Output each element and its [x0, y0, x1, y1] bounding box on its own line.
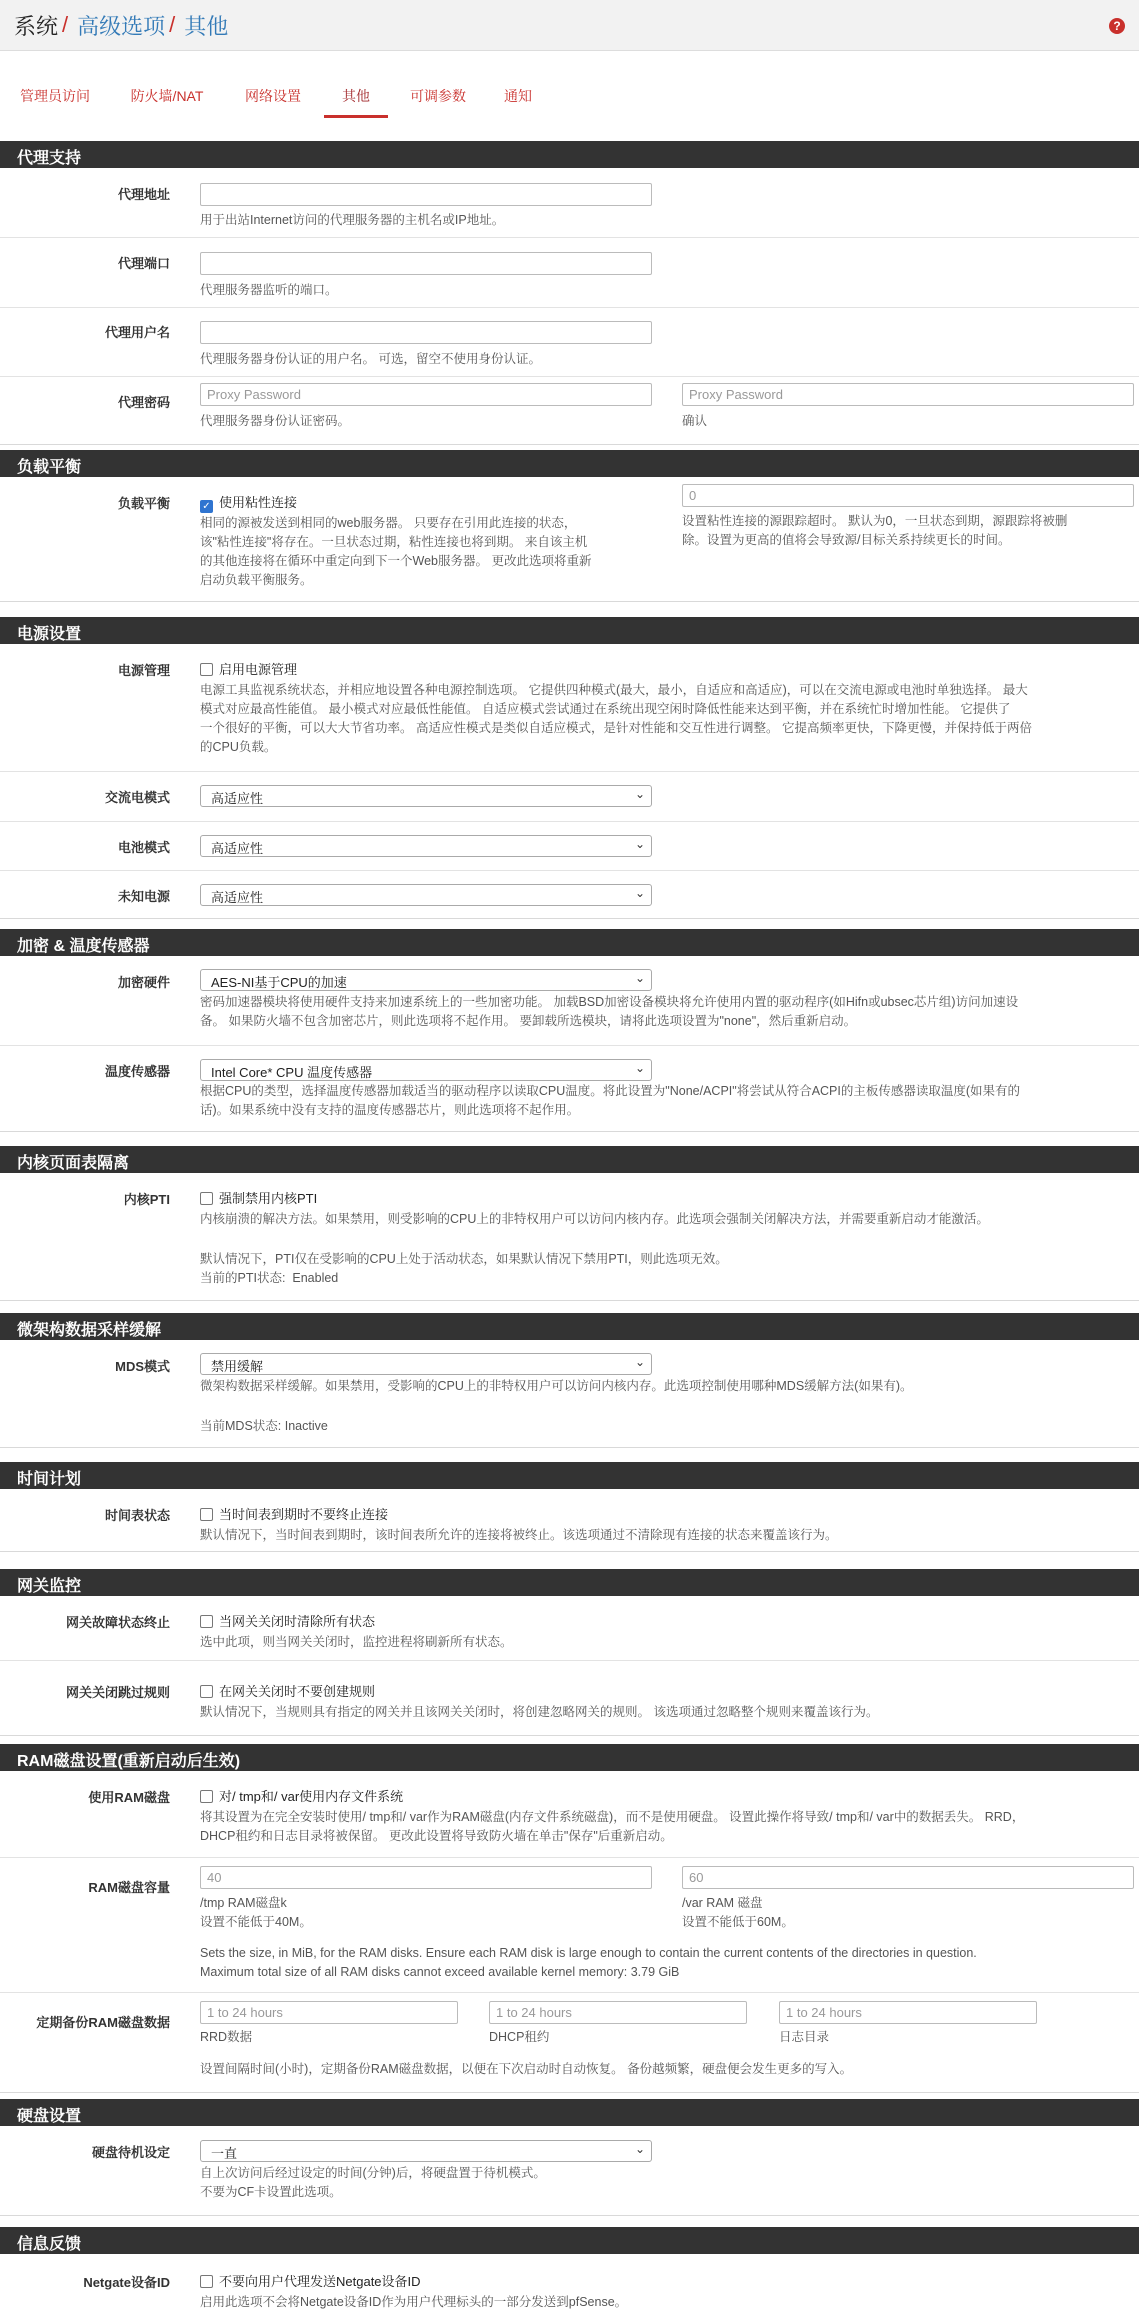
- page-header: [0, 0, 1139, 51]
- select-value: 高适应性: [211, 841, 264, 856]
- schedule-checkbox[interactable]: [200, 1508, 213, 1521]
- chevron-down-icon: ⌄: [634, 1355, 645, 1369]
- section-schedules: [0, 1462, 1139, 1552]
- select-value: 高适应性: [211, 890, 264, 905]
- tmp-size-input[interactable]: 40: [200, 1866, 652, 1889]
- mds-mode-select[interactable]: [200, 1353, 652, 1375]
- pti-checkbox[interactable]: [200, 1192, 213, 1205]
- field-label: 硬盘待机设定: [91, 2145, 170, 2160]
- battery-mode-select[interactable]: [200, 835, 652, 857]
- chevron-down-icon: ⌄: [634, 1061, 645, 1075]
- breadcrumb: [14, 10, 228, 41]
- gateway-skip-checkbox[interactable]: [200, 1685, 213, 1698]
- field-label: 使用RAM磁盘: [88, 1790, 170, 1805]
- field-label: 电源管理: [117, 663, 170, 678]
- chevron-down-icon: ⌄: [634, 886, 645, 900]
- checkbox-label: 在网关关闭时不要创建规则: [219, 1684, 376, 1699]
- thermal-sensor-select[interactable]: [200, 1059, 652, 1081]
- state-label: 当前的PTI状态:: [200, 1271, 286, 1285]
- help-text: 微架构数据采样缓解。如果禁用，受影响的CPU上的非特权用户可以访问内核内存。此选项控制使用哪种MDS缓解方法(如果有)。: [200, 1379, 913, 1393]
- help-line: 设置粘性连接的源跟踪超时。 默认为0，一旦状态到期，源跟踪将被删: [682, 514, 1068, 528]
- disk-standby-select[interactable]: [200, 2140, 652, 2162]
- section-title: 加密 & 温度传感器: [0, 929, 1139, 956]
- breadcrumb-advanced[interactable]: 高级选项: [77, 13, 166, 39]
- sticky-timeout-input[interactable]: 0: [682, 484, 1134, 507]
- breadcrumb-misc[interactable]: 其他: [184, 13, 229, 39]
- select-value: AES-NI基于CPU的加速: [211, 975, 347, 990]
- chevron-down-icon: ⌄: [634, 971, 645, 985]
- help-text: [200, 514, 591, 590]
- gateway-kill-checkbox[interactable]: [200, 1615, 213, 1628]
- divider: [0, 1992, 1139, 1993]
- divider: [0, 376, 1139, 377]
- breadcrumb-separator: /: [62, 12, 69, 37]
- field-label: Netgate设备ID: [83, 2275, 170, 2290]
- divider: [0, 870, 1139, 871]
- section-harddisk: [0, 2099, 1139, 2216]
- field-label: 温度传感器: [104, 1064, 170, 1079]
- help-text: 代理服务器身份认证的用户名。 可选，留空不使用身份认证。: [200, 352, 541, 366]
- var-size-input[interactable]: 60: [682, 1866, 1134, 1889]
- section-title: 时间计划: [0, 1462, 1139, 1489]
- gateway-skip-checkbox-line[interactable]: [200, 1681, 375, 1700]
- field-label: 负载平衡: [117, 496, 170, 511]
- proxy-password-confirm-input[interactable]: Proxy Password: [682, 383, 1134, 406]
- help-text: 自上次访问后经过设定的时间(分钟)后，将硬盘置于待机模式。: [200, 2166, 546, 2180]
- section-title: 负载平衡: [0, 450, 1139, 477]
- help-line: 该"粘性连接"将存在。一旦状态过期，粘性连接也将到期。 来自该主机: [200, 535, 588, 549]
- tab-bar: [0, 72, 1139, 118]
- help-text: 设置不能低于40M。: [200, 1915, 312, 1929]
- help-text: 确认: [682, 414, 708, 428]
- section-mds: [0, 1313, 1139, 1448]
- caption: /tmp RAM磁盘k: [200, 1896, 287, 1910]
- tab-networking[interactable]: 网络设置: [245, 88, 301, 104]
- divider: [0, 307, 1139, 308]
- help-text: 选中此项，则当网关关闭时，监控进程将刷新所有状态。: [200, 1635, 513, 1649]
- help-line: 将其设置为在完全安装时使用/ tmp和/ var作为RAM磁盘(内存文件系统磁盘)，而不是使用硬盘。 设置此操作将导致/ tmp和/ var中的数据丢失。 RRD，: [200, 1810, 1025, 1824]
- help-icon[interactable]: ?: [1109, 18, 1125, 34]
- checkbox-label: 强制禁用内核PTI: [219, 1191, 318, 1206]
- divider: [0, 1660, 1139, 1661]
- section-feedback: [0, 2227, 1139, 2322]
- powerd-checkbox[interactable]: [200, 663, 213, 676]
- crypto-hardware-select[interactable]: [200, 969, 652, 991]
- field-label: 代理密码: [117, 395, 170, 410]
- section-title: RAM磁盘设置(重新启动后生效): [0, 1744, 1139, 1771]
- proxy-url-input[interactable]: [200, 183, 652, 206]
- powerd-checkbox-line[interactable]: [200, 659, 297, 678]
- help-line: 启动负载平衡服务。: [200, 573, 313, 587]
- pti-checkbox-line[interactable]: [200, 1188, 317, 1207]
- field-label: 时间表状态: [104, 1508, 170, 1523]
- help-text: [200, 1808, 1135, 1846]
- state-label: 当前MDS状态:: [200, 1419, 282, 1433]
- select-value: Intel Core* CPU 温度传感器: [211, 1065, 373, 1080]
- checkbox-label: 对/ tmp和/ var使用内存文件系统: [219, 1789, 404, 1804]
- help-text: [682, 512, 1067, 550]
- help-line: 备。 如果防火墙不包含加密芯片，则此选项将不起作用。 要卸载所选模块，请将此选项设置为"none"，然后重新启动。: [200, 1014, 857, 1028]
- field-label: 电池模式: [117, 840, 170, 855]
- field-label: 未知电源: [117, 889, 170, 904]
- section-load-balancing: [0, 450, 1139, 602]
- sticky-checkbox-line[interactable]: [200, 492, 297, 513]
- field-label: 代理端口: [117, 256, 170, 271]
- help-line: DHCP租约和日志目录将被保留。 更改此设置将导致防火墙在单击"保存"后重新启动。: [200, 1829, 673, 1843]
- divider: [0, 237, 1139, 238]
- field-label: 代理用户名: [104, 325, 170, 340]
- section-power: [0, 617, 1139, 919]
- divider: [0, 771, 1139, 772]
- field-label: 加密硬件: [117, 975, 170, 990]
- proxy-password-input[interactable]: Proxy Password: [200, 383, 652, 406]
- help-text: 默认情况下，当时间表到期时，该时间表所允许的连接将被终止。该选项通过不清除现有连接的状态来覆盖该行为。: [200, 1528, 838, 1542]
- chevron-down-icon: ⌄: [634, 787, 645, 801]
- help-text: 设置间隔时间(小时)，定期备份RAM磁盘数据，以便在下次启动时自动恢复。 备份越频繁，硬盘便会发生更多的写入。: [200, 2062, 853, 2076]
- help-text: 用于出站Internet访问的代理服务器的主机名或IP地址。: [200, 213, 505, 227]
- unknown-mode-select[interactable]: [200, 884, 652, 906]
- caption: 日志目录: [779, 2030, 830, 2044]
- section-gateway: [0, 1569, 1139, 1736]
- tab-firewall-nat[interactable]: 防火墙/NAT: [130, 88, 204, 104]
- tab-notifications[interactable]: 通知: [504, 88, 532, 104]
- help-line: Sets the size, in MiB, for the RAM disks. Ensure each RAM disk is large enough to contain the current contents of the directories in question.: [200, 1946, 977, 1960]
- select-value: 一直: [211, 2146, 238, 2161]
- pti-state: [200, 1269, 338, 1288]
- section-title: 微架构数据采样缓解: [0, 1313, 1139, 1340]
- checkbox-label: 启用电源管理: [219, 662, 298, 677]
- help-text: [200, 681, 1135, 757]
- help-text: 不要为CF卡设置此选项。: [200, 2185, 342, 2199]
- help-line: 一个很好的平衡，可以大大节省功率。 高适应性模式是类似自适应模式，是针对性能和交互性进行调整。 它提高频率更快，下降更慢，并保持低于两倍: [200, 721, 1032, 735]
- section-ramdisk: [0, 1744, 1139, 2093]
- divider: [0, 821, 1139, 822]
- checkbox-label: 当网关关闭时清除所有状态: [219, 1614, 376, 1629]
- help-text: [200, 1082, 1135, 1120]
- help-text: 内核崩溃的解决方法。如果禁用，则受影响的CPU上的非特权用户可以访问内核内存。此选项会强制关闭解决方法，并需要重新启动才能激活。: [200, 1212, 989, 1226]
- help-line: 除。设置为更高的值将会导致源/目标关系持续更长的时间。: [682, 533, 1011, 547]
- field-label: 交流电模式: [104, 790, 170, 805]
- tab-admin-access[interactable]: 管理员访问: [20, 88, 90, 104]
- help-text: 默认情况下，PTI仅在受影响的CPU上处于活动状态，如果默认情况下禁用PTI，则此选项无效。: [200, 1252, 728, 1266]
- state-value: Enabled: [292, 1271, 339, 1285]
- select-value: 禁用缓解: [211, 1359, 264, 1374]
- section-title: 代理支持: [0, 141, 1139, 168]
- field-label: RAM磁盘容量: [88, 1880, 170, 1895]
- schedule-checkbox-line[interactable]: [200, 1504, 388, 1523]
- section-title: 内核页面表隔离: [0, 1146, 1139, 1173]
- logs-backup-input[interactable]: 1 to 24 hours: [779, 2001, 1037, 2024]
- section-title: 硬盘设置: [0, 2099, 1139, 2126]
- field-label: 内核PTI: [123, 1192, 170, 1207]
- help-text: 代理服务器监听的端口。: [200, 283, 338, 297]
- chevron-down-icon: ⌄: [634, 837, 645, 851]
- field-label: 代理地址: [117, 187, 170, 202]
- dhcp-backup-input[interactable]: 1 to 24 hours: [489, 2001, 747, 2024]
- checkbox-label: 使用粘性连接: [219, 495, 298, 510]
- proxy-user-input[interactable]: [200, 321, 652, 344]
- help-text: 默认情况下，当规则具有指定的网关并且该网关关闭时，将创建忽略网关的规则。 该选项通过忽略整个规则来覆盖该行为。: [200, 1705, 879, 1719]
- checkbox-label: 不要向用户代理发送Netgate设备ID: [219, 2274, 421, 2289]
- sticky-checkbox[interactable]: ✓: [200, 500, 213, 513]
- proxy-port-input[interactable]: [200, 252, 652, 275]
- help-line: 根据CPU的类型，选择温度传感器加载适当的驱动程序以读取CPU温度。将此设置为"None/ACPI"将尝试从符合ACPI的主板传感器读取温度(如果有的: [200, 1084, 1021, 1098]
- field-label: 网关关闭跳过规则: [65, 1685, 170, 1700]
- caption: /var RAM 磁盘: [682, 1896, 763, 1910]
- ac-mode-select[interactable]: [200, 785, 652, 807]
- section-pti: [0, 1146, 1139, 1301]
- breadcrumb-root: 系统: [14, 13, 59, 39]
- divider: [0, 1857, 1139, 1858]
- help-text: 代理服务器身份认证密码。: [200, 414, 351, 428]
- gateway-kill-checkbox-line[interactable]: [200, 1611, 375, 1630]
- help-line: 密码加速器模块将使用硬件支持来加速系统上的一些加密功能。 加载BSD加密设备模块将允许使用内置的驱动程序(如Hifn或ubsec芯片组)访问加速设: [200, 995, 1019, 1009]
- help-line: 的CPU负载。: [200, 740, 277, 754]
- chevron-down-icon: ⌄: [634, 2142, 645, 2156]
- section-crypto-thermal: [0, 929, 1139, 1132]
- help-line: 话)。如果系统中没有支持的温度传感器芯片，则此选项将不起作用。: [200, 1103, 580, 1117]
- caption: RRD数据: [200, 2030, 253, 2044]
- section-title: 信息反馈: [0, 2227, 1139, 2254]
- field-label: 网关故障状态终止: [65, 1615, 170, 1630]
- tab-miscellaneous[interactable]: 其他: [324, 72, 388, 118]
- help-text: 设置不能低于60M。: [682, 1915, 794, 1929]
- help-line: 相同的源被发送到相同的web服务器。 只要存在引用此连接的状态，: [200, 516, 577, 530]
- help-text: [200, 993, 1135, 1031]
- help-text: 启用此选项不会将Netgate设备ID作为用户代理标头的一部分发送到pfSense。: [200, 2295, 628, 2309]
- help-line: Maximum total size of all RAM disks cannot exceed available kernel memory: 3.79 GiB: [200, 1965, 680, 1979]
- divider: [0, 1045, 1139, 1046]
- section-title: 网关监控: [0, 1569, 1139, 1596]
- section-title: 电源设置: [0, 617, 1139, 644]
- rrd-backup-input[interactable]: 1 to 24 hours: [200, 2001, 458, 2024]
- help-line: 模式对应最高性能值。 最小模式对应最低性能值。 自适应模式尝试通过在系统出现空闲时降低性能来达到平衡，并在系统忙时增加性能。 它提供了: [200, 702, 1011, 716]
- mds-state: [200, 1417, 328, 1436]
- breadcrumb-separator: /: [169, 12, 176, 37]
- tab-tunables[interactable]: 可调参数: [410, 88, 466, 104]
- checkbox-label: 当时间表到期时不要终止连接: [219, 1507, 389, 1522]
- ramdisk-checkbox-line[interactable]: [200, 1786, 403, 1805]
- feedback-checkbox-line[interactable]: [200, 2271, 421, 2290]
- help-text: [200, 1944, 1135, 1982]
- ramdisk-checkbox[interactable]: [200, 1790, 213, 1803]
- caption: DHCP租约: [489, 2030, 550, 2044]
- help-line: 电源工具监视系统状态，并相应地设置各种电源控制选项。 它提供四种模式(最大，最小，自适应和高适应)，可以在交流电源或电池时单独选择。 最大: [200, 683, 1028, 697]
- select-value: 高适应性: [211, 791, 264, 806]
- state-value: Inactive: [284, 1419, 328, 1433]
- feedback-checkbox[interactable]: [200, 2275, 213, 2288]
- field-label: MDS模式: [115, 1359, 170, 1374]
- help-line: 的其他连接将在循环中重定向到下一个Web服务器。 更改此选项将重新: [200, 554, 592, 568]
- field-label: 定期备份RAM磁盘数据: [36, 2015, 170, 2030]
